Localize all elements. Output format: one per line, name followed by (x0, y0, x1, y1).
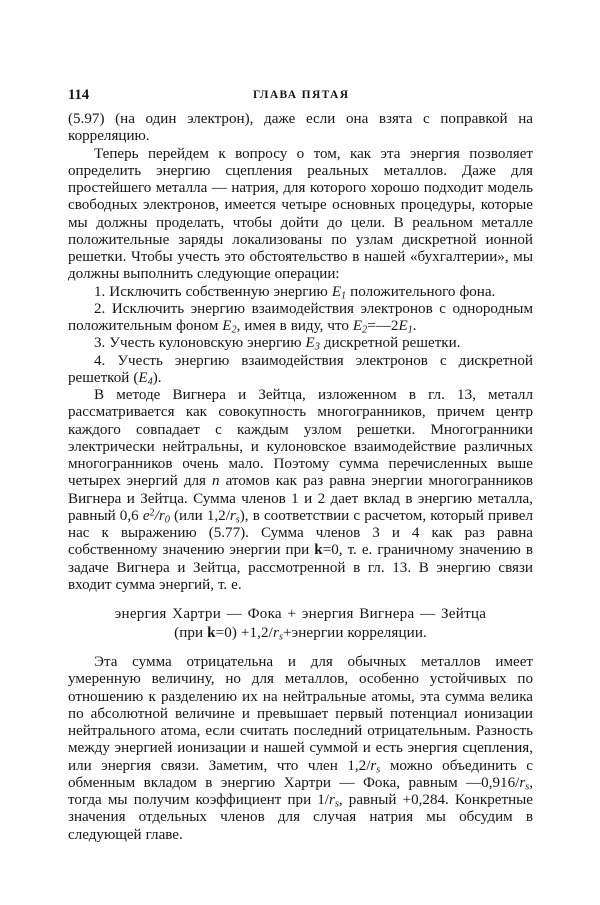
paragraph-procedures-intro: Теперь перейдем к вопросу о том, как эта энергия позволяет определить энергию сцепления реальных металлов. Даже для простейшего металла — натрия, для которого хорошо подходит модель свободных электронов, имеется четыре основных процедуры, которые мы должны проделать, чтобы дойти до цели. В реальном металле положительные заряды локализованы по узлам дискретной ионной решетки. Чтобы учесть это обстоятельство в нашей «бухгалтерии», мы должны выполнить следующие операции: (68, 145, 533, 283)
ws-text-d: ), в соответствии с расчетом, который привел нас к выражению (5.77). Сумма членов 3 и 4 как раз равна собственному значению энергии при (68, 507, 533, 559)
paragraph-cohesive-energy (68, 654, 533, 844)
symbol-rs-inline-2: $r_s$ (370, 757, 381, 776)
list-item-2 (68, 301, 533, 336)
ce-text-b: можно объединить с обменным вкладом в энергию Хартри — Фока, равным —0,916/ (68, 757, 533, 791)
symbol-rs-formula: $r_s$ (272, 624, 284, 643)
symbol-k-bold: k (207, 624, 216, 641)
running-head (68, 86, 533, 104)
formula-line-2-a: (при (174, 624, 208, 641)
formula-line-1: энергия Хартри — Фока + энергия Вигнера — Зейтца (114, 606, 487, 622)
symbol-n: n (212, 473, 220, 490)
symbol-E2: $E_2$ (222, 318, 237, 336)
list-item-3-text-a: 3. Учесть кулоновскую энергию (94, 335, 306, 352)
list-item-2-text-c: . (412, 318, 417, 334)
formula-line-2-b: =0) +1,2/ (215, 624, 273, 641)
ce-text-d: , равный +0,284. Конкретные значения отдельных членов для случая натрия мы обсудим в следующей главе. (68, 792, 533, 843)
ws-text-b: атомов как раз равна энергии многогранников Вигнера и Зейтца. Сумма членов 1 и 2 дает вклад в энергию металла, равный 0,6 (68, 473, 533, 524)
list-item-4 (68, 353, 533, 388)
symbol-rs-inline-3: $r_s$ (519, 774, 530, 793)
formula-e2-over-r0: $e^2/r_0$ (142, 507, 170, 526)
list-item-3-text-b: дискретной решетки. (319, 335, 461, 352)
list-item-4-text-a: 4. Учесть энергию взаимодействия электронов с дискретной решеткой ( (68, 352, 533, 386)
ce-text-a: Эта сумма отрицательна и для обычных металлов имеет умеренную величину, но для металлов, особенно устойчивых по отношению к разделению их на нейтральные атомы, эта сумма велика по абсолютной величине и превышает первый потенциал ионизации нейтрального атома, если считать последний отрицательным. Разность между энергией ионизации и нашей суммой и есть энергия сцепления, или энергия связи. Заметим, что член 1,2/ (68, 654, 533, 774)
page-number: 114 (68, 87, 90, 103)
equation-E2-equals-minus-2E1: $E_2=—2E_1$ (352, 318, 413, 336)
list-item-2-text-a: 2. Исключить энергию взаимодействия электронов с однородным положительным фоном (68, 300, 533, 334)
formula-line-2 (68, 624, 533, 643)
list-item-2-text-b: , имея в виду, что (236, 318, 353, 334)
symbol-E3: $E_3$ (305, 335, 320, 353)
symbol-rs-inline-4: $r_s$ (329, 792, 339, 810)
page-content (68, 86, 533, 844)
symbol-E4: $E_4$ (138, 369, 153, 388)
ws-text-a: В методе Вигнера и Зейтца, изложенном в гл. 13, металл рассматривается как совокупность многогранников, причем центр каждого совпадает с каждым узлом решетки. Многогранники электрически нейтральны, и кулоновское взаимодействие различных многогранников очень мало. Поэтому сумма перечисленных выше четырех энергий для (68, 387, 533, 490)
list-item-3 (68, 335, 533, 352)
ws-text-e: , т. е. граничному значению в задаче Вигнера и Зейтца, рассмотренной в гл. 13. В энергию связи входит сумма энергий, т. е. (68, 542, 533, 593)
symbol-E1: $E_1$ (331, 283, 347, 302)
list-item-4-text-b: ). (152, 369, 162, 386)
list-item-1-text-b: положительного фона. (346, 283, 496, 300)
display-formula-binding-energy (68, 605, 533, 642)
symbol-rs-inline-1: $r_s$ (229, 507, 240, 526)
list-item-1-text-a: 1. Исключить собственную энергию (94, 283, 332, 300)
chapter-title: ГЛАВА ПЯТАЯ (252, 89, 350, 101)
paragraph-wigner-seitz (68, 387, 533, 594)
ce-text-c: , тогда мы получим коэффициент при 1/ (68, 774, 533, 808)
formula-line-2-c: +энергии корреляции. (283, 624, 427, 641)
ws-text-c: (или 1,2/ (169, 507, 230, 524)
formula-k-equals-zero: k=0 (314, 542, 339, 559)
paragraph-continuation: (5.97) (на один электрон), даже если она взята с поправкой на корреляцию. (68, 111, 533, 145)
list-item-1 (68, 284, 533, 301)
